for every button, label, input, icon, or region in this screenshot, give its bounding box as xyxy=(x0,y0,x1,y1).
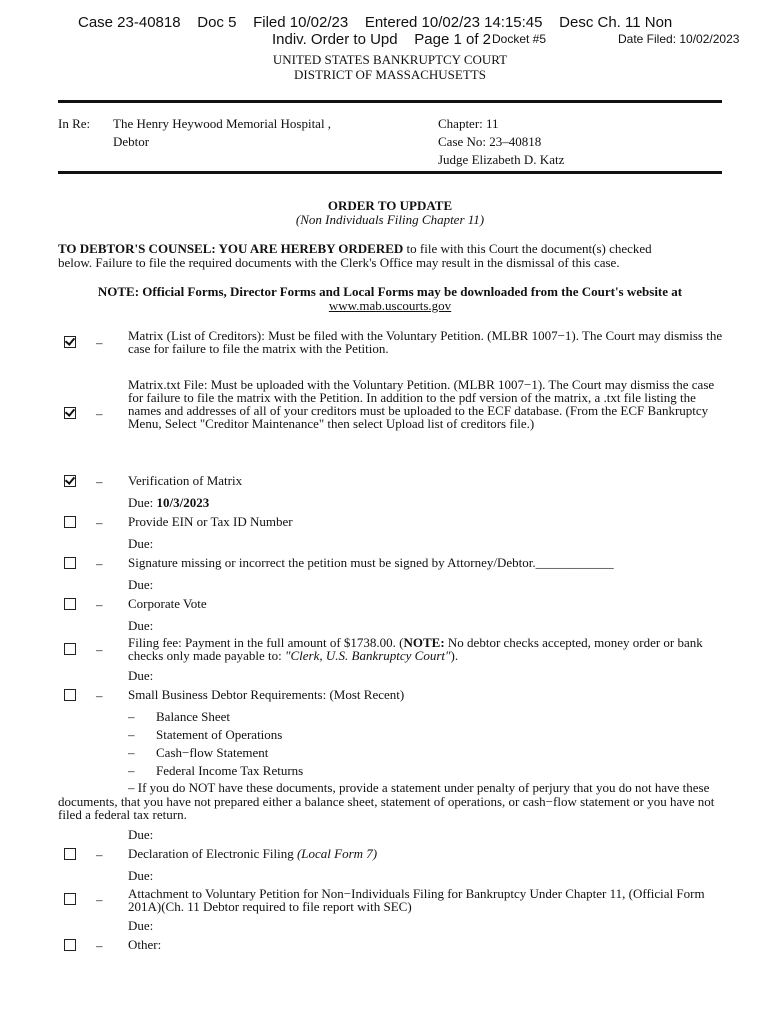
court-name: UNITED STATES BANKRUPTCY COURT xyxy=(272,52,508,67)
corporate-vote-checkbox[interactable] xyxy=(64,598,76,610)
sb-balance-sheet xyxy=(128,709,230,725)
item-dash: – xyxy=(96,938,103,953)
item-dash: – xyxy=(96,556,103,571)
small-business-due: Due: xyxy=(128,827,154,842)
order-intro-line2: below. Failure to file the required documents with the Clerk's Office may result in the dismissal of this case. xyxy=(58,255,620,270)
in-re-label: In Re: xyxy=(58,116,91,131)
declaration-checkbox[interactable] xyxy=(64,848,76,860)
sub-dash: – xyxy=(128,727,135,742)
judge: Judge Elizabeth D. Katz xyxy=(438,152,565,167)
attachment-due: Due: xyxy=(128,918,154,933)
filing-fee-checkbox[interactable] xyxy=(64,643,76,655)
sub-dash: – xyxy=(128,745,135,760)
forms-note: NOTE: Official Forms, Director Forms and Local Forms may be downloaded from the Court's website at xyxy=(97,284,683,299)
date-filed: Date Filed: 10/02/2023 xyxy=(618,32,740,46)
filing-fee-due: Due: xyxy=(128,668,154,683)
docket-number: Docket #5 xyxy=(492,32,547,46)
debtor-label: Debtor xyxy=(113,134,150,149)
corporate-vote-due: Due: xyxy=(128,618,154,633)
item-dash: – xyxy=(96,597,103,612)
fee-text-continued: No debtor checks accepted, money order or bank checks only made payable to: xyxy=(128,635,703,663)
other-requirement: Other: xyxy=(128,937,162,952)
sb-federal-tax-returns xyxy=(128,763,303,779)
matrix-txt-checkbox[interactable] xyxy=(64,407,76,419)
sub-label: Statement of Operations xyxy=(156,727,283,742)
sub-label: Cash−flow Statement xyxy=(156,745,269,760)
fee-text: Filing fee: Payment in the full amount of $1738.00. ( xyxy=(128,635,404,650)
item-dash: – xyxy=(96,474,103,489)
sb-statement: – If you do NOT have these documents, provide a statement under penalty of perjury that you do not have these documents, that you have not prepared either a balance sheet, statement of operations, or cash−flow statement or you have not filed a federal tax return. xyxy=(58,780,715,822)
due-date: 10/3/2023 xyxy=(156,495,210,510)
debtor-name: The Henry Heywood Memorial Hospital , xyxy=(113,116,332,131)
item-dash: – xyxy=(96,642,103,657)
order-title: ORDER TO UPDATE xyxy=(327,198,453,213)
ein-due: Due: xyxy=(128,536,154,551)
sub-label: Balance Sheet xyxy=(156,709,230,724)
signature-requirement: Signature missing or incorrect the petition must be signed by Attorney/Debtor.____________ xyxy=(128,555,614,570)
attachment-requirement: Attachment to Voluntary Petition for Non−Individuals Filing for Bankruptcy Under Chapter 11, (Official Form 201A)(Ch. 11 Debtor required to file report with SEC) xyxy=(128,886,705,914)
declaration-due: Due: xyxy=(128,868,154,883)
caption-bottom-rule xyxy=(58,171,722,174)
ein-requirement: Provide EIN or Tax ID Number xyxy=(128,514,293,529)
order-subtitle: (Non Individuals Filing Chapter 11) xyxy=(295,212,485,227)
order-intro-bold: TO DEBTOR'S COUNSEL: YOU ARE HEREBY ORDERED xyxy=(58,241,404,256)
declaration-text: Declaration of Electronic Filing xyxy=(128,846,297,861)
sub-dash: – xyxy=(128,709,135,724)
sb-statement-of-operations xyxy=(128,727,282,743)
corporate-vote-requirement: Corporate Vote xyxy=(128,596,207,611)
item-dash: – xyxy=(96,892,103,907)
court-website-link[interactable]: www.mab.uscourts.gov xyxy=(328,298,452,313)
fee-text-end: ). xyxy=(450,648,459,663)
item-dash: – xyxy=(96,688,103,703)
sub-dash: – xyxy=(128,763,135,778)
matrix-txt-requirement: Matrix.txt File: Must be uploaded with the Voluntary Petition. (MLBR 1007−1). The Court may dismiss the case for failure to file the matrix with the Petition. In addition to the pdf version of the matrix, a .txt file listing the names and addresses of all of your creditors must be uploaded to the ECF database. (From the ECF Bankruptcy Menu, Select "Creditor Maintenance" then select Upload list of creditors file.) xyxy=(128,377,715,431)
item-dash: – xyxy=(96,335,103,350)
other-checkbox[interactable] xyxy=(64,939,76,951)
sub-label: Federal Income Tax Returns xyxy=(156,763,304,778)
due-label: Due: xyxy=(128,495,154,510)
caption-top-rule xyxy=(58,100,722,103)
filing-fee-requirement xyxy=(128,636,723,662)
matrix-requirement: Matrix (List of Creditors): Must be filed with the Voluntary Petition. (MLBR 1007−1). The Court may dismiss the case for failure to file the matrix with the Petition. xyxy=(128,328,723,356)
chapter: Chapter: 11 xyxy=(438,116,499,131)
sb-cash-flow-statement xyxy=(128,745,268,761)
item-dash: – xyxy=(96,515,103,530)
attachment-checkbox[interactable] xyxy=(64,893,76,905)
docket-header-line2: Indiv. Order to Upd Page 1 of 2 xyxy=(272,31,492,48)
item-dash: – xyxy=(96,847,103,862)
order-intro-rest: to file with this Court the document(s) checked xyxy=(403,241,652,256)
ein-checkbox[interactable] xyxy=(64,516,76,528)
item-dash: – xyxy=(96,406,103,421)
verification-due xyxy=(128,495,209,511)
local-form-7: (Local Form 7) xyxy=(296,846,378,861)
case-number: Case No: 23–40818 xyxy=(438,134,542,149)
small-business-checkbox[interactable] xyxy=(64,689,76,701)
docket-header-line1: Case 23-40818 Doc 5 Filed 10/02/23 Entered 10/02/23 14:15:45 Desc Ch. 11 Non xyxy=(78,14,673,31)
small-business-requirement: Small Business Debtor Requirements: (Most Recent) xyxy=(128,687,405,702)
verification-checkbox[interactable] xyxy=(64,475,76,487)
verification-requirement: Verification of Matrix xyxy=(128,473,243,488)
fee-note-label: NOTE: xyxy=(403,635,445,650)
signature-due: Due: xyxy=(128,577,154,592)
signature-checkbox[interactable] xyxy=(64,557,76,569)
matrix-checkbox[interactable] xyxy=(64,336,76,348)
court-district: DISTRICT OF MASSACHUSETTS xyxy=(294,67,486,82)
fee-payee: "Clerk, U.S. Bankruptcy Court" xyxy=(285,648,451,663)
declaration-requirement xyxy=(128,847,723,860)
